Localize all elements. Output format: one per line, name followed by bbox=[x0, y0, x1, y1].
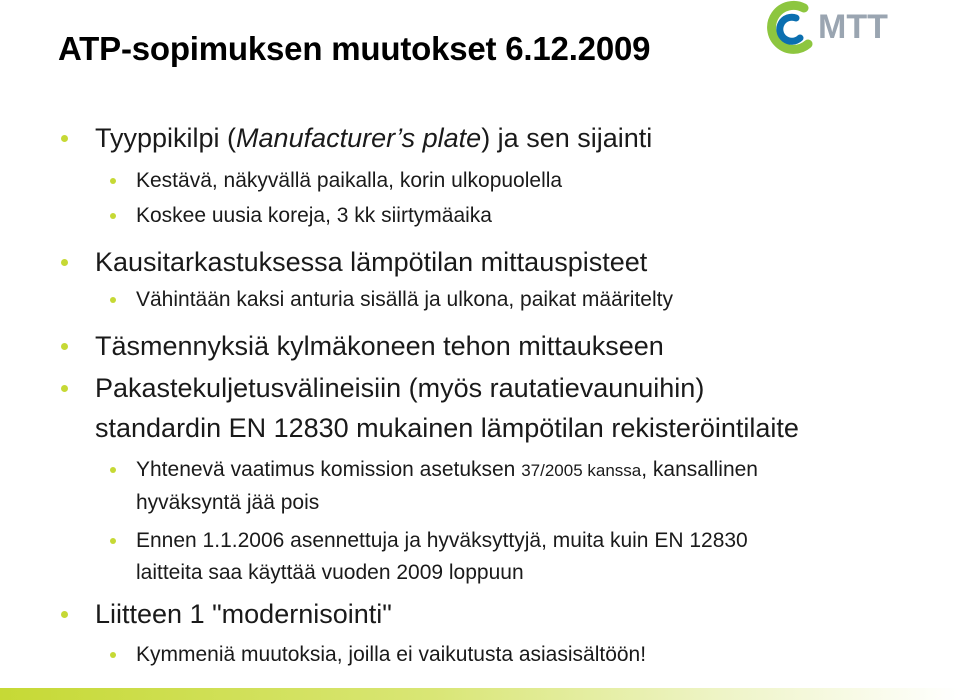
bullet-dot bbox=[110, 652, 116, 658]
bullet-text: Koskee uusia koreja, 3 kk siirtymäaika bbox=[136, 204, 492, 227]
bullet-dot bbox=[110, 297, 116, 303]
bullet-type-plate bbox=[95, 118, 652, 158]
bullet-text-italic: Manufacturer’s plate bbox=[236, 123, 482, 153]
bullet-dot bbox=[61, 385, 68, 392]
bullet-dot bbox=[61, 259, 68, 266]
bullet-before-2006 bbox=[136, 525, 748, 589]
bullet-dot bbox=[110, 538, 116, 544]
bullet-text-line: Pakastekuljetusvälineisiin (myös rautatievaunuihin) bbox=[95, 373, 705, 403]
bullet-text: Vähintään kaksi anturia sisällä ja ulkona, paikat määritelty bbox=[136, 288, 673, 311]
bullet-cooling-power bbox=[95, 326, 664, 366]
bullet-dot bbox=[110, 213, 116, 219]
bullet-text: , kansallinen bbox=[641, 458, 758, 481]
footer-accent-bar bbox=[0, 688, 960, 700]
bullet-text-line: hyväksyntä jää pois bbox=[136, 491, 320, 514]
bullet-text: ) ja sen sijainti bbox=[481, 123, 653, 153]
bullet-annex-modernisation bbox=[95, 594, 392, 634]
bullet-text: Liitteen 1 "modernisointi" bbox=[95, 599, 392, 629]
bullet-text: Tyyppikilpi ( bbox=[95, 123, 237, 153]
bullet-text: Kausitarkastuksessa lämpötilan mittauspisteet bbox=[95, 247, 648, 277]
bullet-dot bbox=[110, 178, 116, 184]
bullet-dot bbox=[61, 611, 68, 618]
slide-title: ATP-sopimuksen muutokset 6.12.2009 bbox=[58, 30, 651, 67]
bullet-dot bbox=[61, 135, 68, 142]
bullet-text: Kymmeniä muutoksia, joilla ei vaikutusta asiasisältöön! bbox=[136, 643, 647, 666]
bullet-dozens-of-changes bbox=[136, 639, 646, 671]
bullet-dot bbox=[110, 467, 116, 473]
bullet-text-line bbox=[136, 454, 758, 487]
bullet-text-line: standardin EN 12830 mukainen lämpötilan rekisteröintilaite bbox=[95, 413, 799, 443]
bullet-two-sensors bbox=[136, 284, 673, 316]
bullet-new-bodies bbox=[136, 200, 492, 232]
bullet-text: Kestävä, näkyvällä paikalla, korin ulkopuolella bbox=[136, 169, 563, 192]
bullet-text-line: Ennen 1.1.2006 asennettuja ja hyväksyttyjä, muita kuin EN 12830 bbox=[136, 529, 748, 552]
logo-text: MTT bbox=[818, 8, 888, 46]
bullet-text: Yhtenevä vaatimus komission asetuksen bbox=[136, 458, 522, 481]
bullet-commission-regulation bbox=[136, 454, 758, 519]
bullet-dot bbox=[61, 343, 68, 350]
bullet-text: Täsmennyksiä kylmäkoneen tehon mittaukseen bbox=[95, 331, 664, 361]
bullet-text-small: 37/2005 kanssa bbox=[521, 461, 642, 480]
bullet-text-line: laitteita saa käyttää vuoden 2009 loppuun bbox=[136, 561, 524, 584]
bullet-measurement-points bbox=[95, 242, 647, 282]
bullet-durable bbox=[136, 165, 562, 197]
bullet-temperature-recorder bbox=[95, 368, 799, 448]
